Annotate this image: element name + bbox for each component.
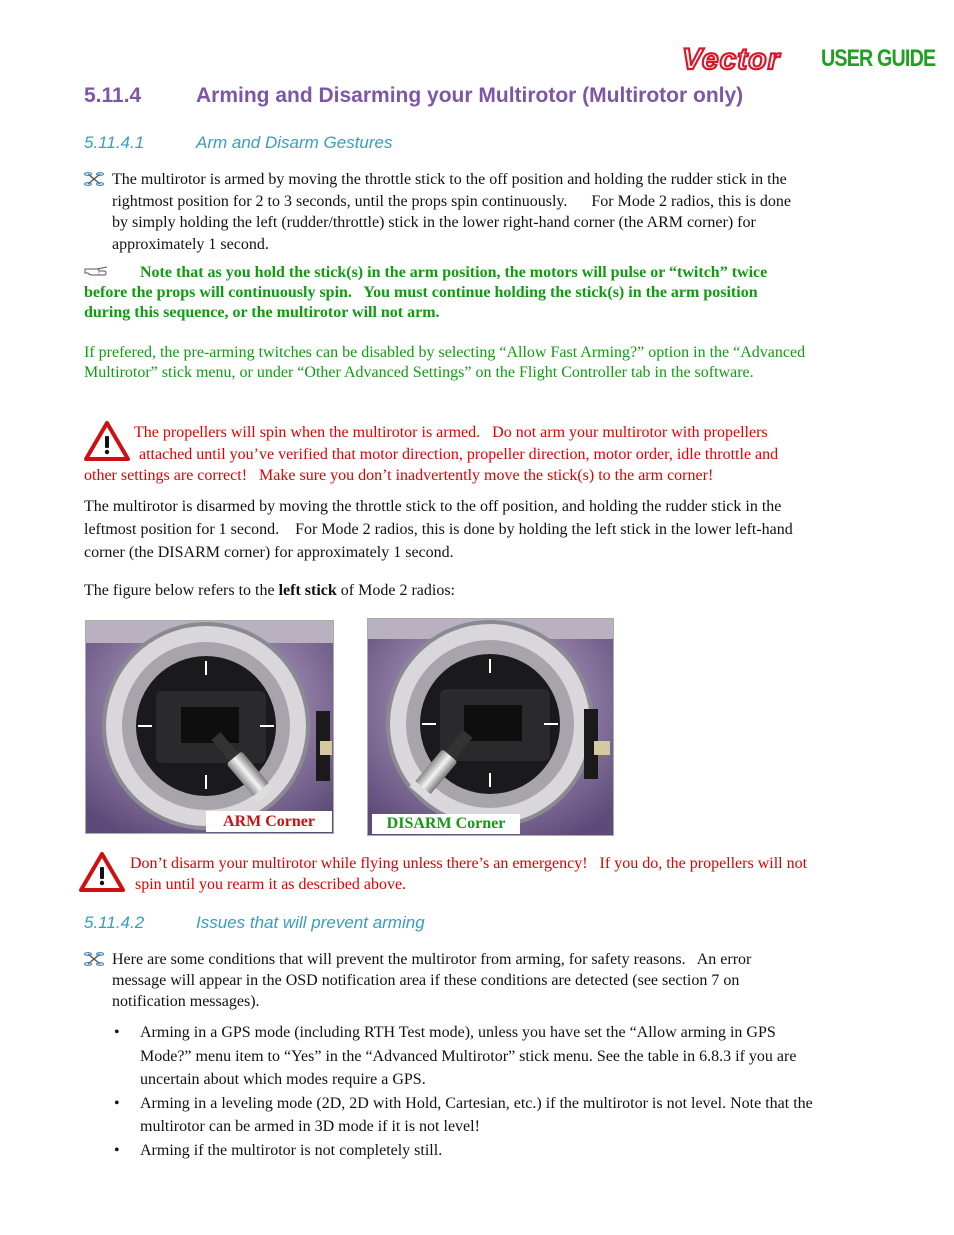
issue-1-line-1: Arming in a GPS mode (including RTH Test mode), unless you have set the “Allow arming in GPS [140,1024,776,1041]
warning1-line-1: The propellers will spin when the multirotor is armed. Do not arm your multirotor with propellers [134,424,768,441]
arm-line-4: approximately 1 second. [112,235,269,253]
section-number: 5.11.4 [84,84,142,107]
note-line-1: Note that as you hold the stick(s) in the arm position, the motors will pulse or “twitch” twice [140,264,768,281]
note-line-2: before the props will continuously spin. You must continue holding the stick(s) in the arm position [84,284,758,301]
disarm-line-3: corner (the DISARM corner) for approximately 1 second. [84,544,454,561]
issues-list [112,1021,813,1162]
subsection-number: 5.11.4.1 [84,133,145,152]
disarm-corner-photo [367,618,614,836]
subsection-heading-1 [84,133,393,153]
disarm-stick-illustration [368,619,613,835]
bullet-dot: • [114,1141,120,1159]
arm-line-3: by simply holding the left (rudder/throttle) stick in the lower right-hand corner (the ARM corner) for [112,214,756,231]
user-guide-label: USER GUIDE [821,45,936,72]
disarm-line-2: leftmost position for 1 second. For Mode 2 radios, this is done by holding the left stick in the lower left-hand [84,521,793,538]
subsection-number: 5.11.4.2 [84,913,145,932]
bullet-dot: • [114,1024,120,1041]
issue-1-line-3: uncertain about which modes require a GPS. [140,1071,426,1088]
arm-line-2: rightmost position for 2 to 3 seconds, until the props spin continuously. For Mode 2 radios, this is done [112,192,791,210]
bullet-dot: • [114,1094,120,1112]
arm-stick-illustration [86,621,333,833]
issue-2-line-2: multirotor can be armed in 3D mode if it is not level! [140,1118,480,1135]
issues-intro-line-3: notification messages). [112,993,260,1010]
fast-arming-paragraph [84,343,805,383]
warning1-line-2: attached until you’ve verified that motor direction, propeller direction, motor order, idle throttle and [139,445,779,463]
figure-intro [84,580,455,602]
arming-note [84,263,767,323]
issues-intro [112,949,751,1012]
disarm-warning [130,853,807,895]
issues-intro-line-1: Here are some conditions that will prevent the multirotor from arming, for safety reasons. An error [112,951,752,968]
fast-arm-line-2: Multirotor” stick menu, or under “Other Advanced Settings” on the Flight Controller tab in the software. [84,364,754,381]
subsection-heading-2 [84,913,425,933]
quadcopter-bullet-icon [84,171,104,187]
disarm-paragraph [84,495,793,564]
subsection-title: Issues that will prevent arming [196,913,425,932]
disarm-line-1: The multirotor is disarmed by moving the throttle stick to the off position, and holding the rudder stick in the [84,498,782,515]
issues-intro-line-2: message will appear in the OSD notification area if these conditions are detected (see section 7 on [112,972,740,989]
list-item [112,1139,813,1163]
issue-2-line-1: Arming in a leveling mode (2D, 2D with Hold, Cartesian, etc.) if the multirotor is not level. Note that the [140,1094,813,1112]
issue-1-line-2: Mode?” menu item to “Yes” in the “Advanced Multirotor” stick menu. See the table in 6.8.3 if you are [140,1047,797,1065]
figure-intro-before: The figure below refers to the [84,582,279,599]
logo-text: Vector [682,43,781,76]
issue-3-line-1: Arming if the multirotor is not completely still. [140,1141,443,1159]
warning-icon [79,852,125,892]
subsection-title: Arm and Disarm Gestures [196,133,393,152]
arm-corner-photo [85,620,334,834]
warning2-line-1: Don’t disarm your multirotor while flying unless there’s an emergency! If you do, the propellers will not [130,855,808,872]
arm-line-1: The multirotor is armed by moving the throttle stick to the off position and holding the rudder stick in the [112,171,787,188]
figure-intro-after: of Mode 2 radios: [336,582,455,599]
section-title: Arming and Disarming your Multirotor (Multirotor only) [196,84,744,107]
warning1-line-3: other settings are correct! Make sure you don’t inadvertently move the stick(s) to the arm corner! [84,467,714,484]
warning2-line-2: spin until you rearm it as described above. [135,876,407,893]
list-item [112,1092,813,1139]
arm-corner-caption: ARM Corner [206,811,332,832]
arm-paragraph [112,169,912,255]
vector-logo [680,42,802,76]
note-line-3: during this sequence, or the multirotor will not arm. [84,304,440,321]
header [680,40,936,80]
propeller-warning [84,422,778,487]
fast-arm-line-1: If prefered, the pre-arming twitches can be disabled by selecting “Allow Fast Arming?” option in the “Advanced [84,344,806,361]
quadcopter-bullet-icon [84,951,104,967]
disarm-corner-caption: DISARM Corner [372,814,520,834]
list-item [112,1021,813,1092]
section-heading [84,84,744,108]
figure-intro-bold: left stick [278,582,337,599]
